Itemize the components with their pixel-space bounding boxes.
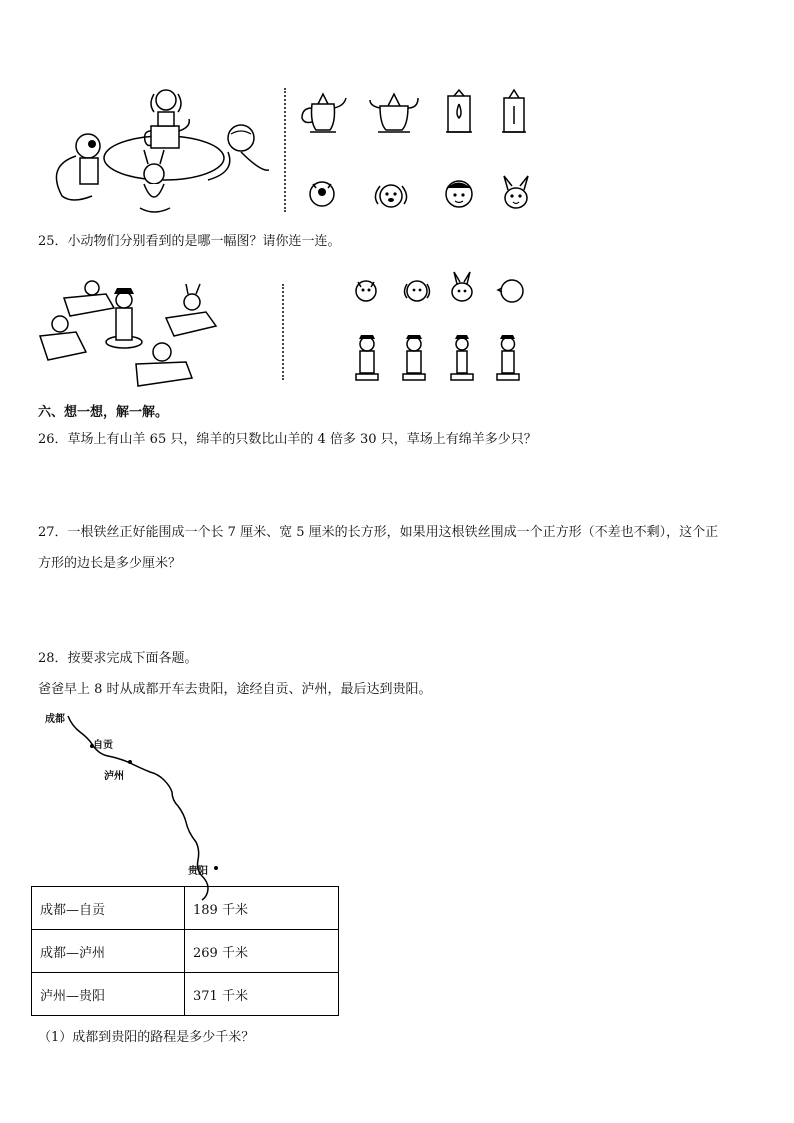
bumper-cars-illustration <box>36 278 226 388</box>
rabbit-icon[interactable] <box>500 174 532 212</box>
map-label-chengdu: 成都 <box>45 714 65 725</box>
teapot-icon[interactable] <box>368 88 420 136</box>
map-label-guiyang: 贵阳 <box>188 866 208 877</box>
table-row <box>32 887 339 930</box>
question-26: 26．草场上有山羊 65 只，绵羊的只数比山羊的 4 倍多 30 只，草场上有绵羊多少只？ <box>38 432 537 447</box>
question-28-intro: 爸爸早上 8 时从成都开车去贵阳，途经自贡、泸州，最后达到贵阳。 <box>38 682 432 697</box>
table-row <box>32 973 339 1016</box>
route-cell: 泸州—贵阳 <box>32 973 185 1016</box>
table-row <box>32 930 339 973</box>
police-statue-icon[interactable] <box>495 334 521 384</box>
map-label-zigong: 自贡 <box>93 740 113 751</box>
route-cell: 成都—自贡 <box>32 887 185 930</box>
question-27-line1: 27．一根铁丝正好能围成一个长 7 厘米、宽 5 厘米的长方形，如果用这根铁丝围成一个正方形（不差也不剩），这个正 <box>38 525 719 540</box>
police-statue-icon[interactable] <box>354 334 380 384</box>
animals-table-illustration <box>36 86 276 216</box>
distance-table <box>31 886 339 1016</box>
monkey-icon[interactable] <box>444 178 474 210</box>
divider-line <box>282 284 284 380</box>
police-statue-icon[interactable] <box>401 334 427 384</box>
rabbit-icon[interactable] <box>448 270 476 304</box>
section-title: 六、想一想，解一解。 <box>38 405 169 420</box>
teapot-icon[interactable] <box>444 88 474 136</box>
squirrel-icon[interactable] <box>352 276 380 304</box>
question-28-sub1: （1）成都到贵阳的路程是多少千米？ <box>38 1030 255 1045</box>
dog-icon[interactable] <box>372 178 410 212</box>
dog-icon[interactable] <box>402 276 432 304</box>
distance-cell: 189 千米 <box>185 887 339 930</box>
distance-cell: 371 千米 <box>185 973 339 1016</box>
teapot-icon[interactable] <box>498 88 530 136</box>
question-25: 25．小动物们分别看到的是哪一幅图？请你连一连。 <box>38 234 341 249</box>
route-map <box>40 708 240 883</box>
chick-icon[interactable] <box>307 178 337 210</box>
police-statue-icon[interactable] <box>449 334 475 384</box>
question-27-line2: 方形的边长是多少厘米？ <box>38 556 182 571</box>
distance-cell: 269 千米 <box>185 930 339 973</box>
divider-line <box>284 88 286 212</box>
map-label-luzhou: 泸州 <box>104 771 124 782</box>
teapot-icon[interactable] <box>298 88 348 136</box>
chick-icon[interactable] <box>498 276 526 304</box>
route-cell: 成都—泸州 <box>32 930 185 973</box>
question-28-title: 28．按要求完成下面各题。 <box>38 651 198 666</box>
